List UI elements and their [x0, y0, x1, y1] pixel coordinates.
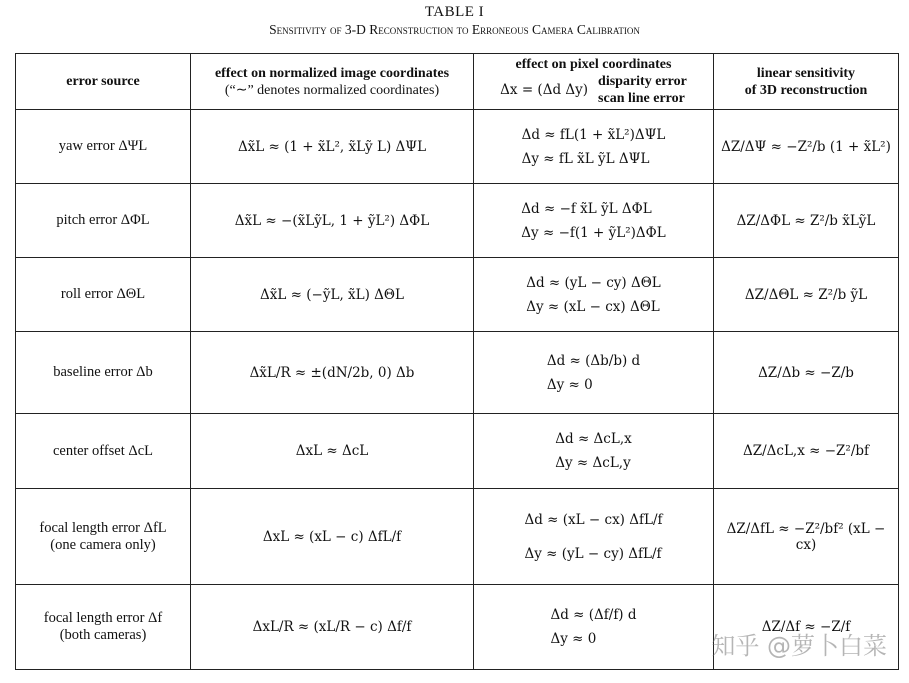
header-scanline-error: scan line error [598, 91, 685, 106]
source-text: baseline error Δb [53, 364, 153, 380]
row-error-source [16, 184, 191, 258]
row-sensitivity: ΔZ/ΔcL,x ≈ −Z²/bf [714, 414, 899, 489]
table-row [16, 110, 899, 184]
row-normalized-effect: ΔxL ≈ (xL − c) ΔfL/f [191, 489, 474, 585]
header-normalized-line2: (“∼” denotes normalized coordinates) [224, 82, 440, 98]
pixel-y: Δy ≈ 0 [546, 376, 593, 393]
row-normalized-effect: Δx̃L ≈ (−ỹL, x̃L) ΔΘL [191, 258, 474, 332]
table-label: TABLE I [424, 4, 485, 20]
header-disparity-error: disparity error [598, 74, 687, 89]
table-row [16, 258, 899, 332]
row-error-source [16, 414, 191, 489]
table-row [16, 332, 899, 414]
header-normalized [191, 54, 474, 110]
row-normalized-effect: Δx̃L ≈ −(x̃LỹL, 1 + ỹL²) ΔΦL [191, 184, 474, 258]
header-sensitivity-line1: linear sensitivity [756, 65, 856, 81]
header-sensitivity-line2: of 3D reconstruction [744, 82, 868, 98]
source-text: center offset ΔcL [52, 442, 154, 459]
pixel-y: Δy ≈ 0 [550, 631, 597, 647]
row-error-source [16, 585, 191, 670]
source-note: (one camera only) [50, 536, 156, 553]
row-pixel-effect [474, 489, 714, 585]
header-normalized-line1: effect on normalized image coordinates [214, 65, 450, 81]
row-error-source [16, 258, 191, 332]
pixel-y: Δy ≈ −f(1 + ỹL²)ΔΦL [521, 224, 666, 241]
row-normalized-effect: ΔxL ≈ ΔcL [191, 414, 474, 489]
table-row [16, 489, 899, 585]
row-pixel-effect [474, 184, 714, 258]
source-note: (both cameras) [59, 627, 147, 643]
header-row [16, 54, 899, 110]
header-pixel [474, 54, 714, 110]
header-sensitivity [714, 54, 899, 110]
row-error-source [16, 332, 191, 414]
pixel-y: Δy ≈ (yL − cy) ΔfL/f [524, 545, 662, 562]
pixel-d: Δd ≈ fL(1 + x̃L²)ΔΨL [521, 126, 666, 143]
header-error-source: error source [16, 54, 191, 110]
row-sensitivity: ΔZ/Δf ≈ −Z/f [714, 585, 899, 670]
row-pixel-effect [474, 585, 714, 670]
row-sensitivity: ΔZ/Δb ≈ −Z/b [714, 332, 899, 414]
table-row [16, 184, 899, 258]
row-pixel-effect [474, 110, 714, 184]
source-text: focal length error Δf [43, 610, 163, 626]
row-pixel-effect [474, 258, 714, 332]
row-sensitivity: ΔZ/ΔfL ≈ −Z²/bf² (xL − cx) [714, 489, 899, 585]
pixel-d: Δd ≈ (Δf/f) d [550, 607, 637, 623]
pixel-y: Δy ≈ ΔcL,y [555, 455, 631, 471]
row-pixel-effect [474, 332, 714, 414]
pixel-d: Δd ≈ (Δb/b) d [546, 352, 641, 369]
row-normalized-effect: Δx̃L ≈ (1 + x̃L², x̃Lỹ L) ΔΨL [191, 110, 474, 184]
row-normalized-effect: Δx̃L/R ≈ ±(dN/2b, 0) Δb [191, 332, 474, 414]
source-text: roll error ΔΘL [60, 286, 146, 302]
header-pixel-line1: effect on pixel coordinates [515, 57, 672, 72]
source-text: yaw error ΔΨL [58, 138, 148, 154]
row-normalized-effect: ΔxL/R ≈ (xL/R − c) Δf/f [191, 585, 474, 670]
row-sensitivity: ΔZ/ΔΦL ≈ Z²/b x̃LỹL [714, 184, 899, 258]
pixel-d: Δd ≈ (yL − cy) ΔΘL [526, 274, 661, 291]
pixel-d: Δd ≈ ΔcL,x [555, 431, 632, 447]
watermark: 知乎 @萝卜白菜 [711, 632, 887, 660]
row-pixel-effect [474, 414, 714, 489]
header-pixel-details [478, 73, 709, 107]
row-sensitivity: ΔZ/ΔΘL ≈ Z²/b ỹL [714, 258, 899, 332]
pixel-d: Δd ≈ −f x̃L ỹL ΔΦL [521, 200, 652, 217]
row-error-source [16, 489, 191, 585]
row-sensitivity: ΔZ/ΔΨ ≈ −Z²/b (1 + x̃L²) [714, 110, 899, 184]
pixel-y: Δy ≈ fL x̃L ỹL ΔΨL [521, 150, 650, 167]
sensitivity-table [15, 53, 899, 670]
header-pixel-labels [598, 73, 687, 107]
pixel-d: Δd ≈ (xL − cx) ΔfL/f [524, 511, 663, 528]
table-row [16, 414, 899, 489]
pixel-y: Δy ≈ (xL − cx) ΔΘL [526, 298, 660, 315]
row-error-source [16, 110, 191, 184]
header-pixel-formula: Δx = (Δd Δy) [500, 81, 589, 98]
source-text: pitch error ΔΦL [56, 212, 150, 228]
source-text: focal length error ΔfL [39, 519, 167, 536]
table-title: Sensitivity of 3-D Reconstruction to Erroneous Camera Calibration [269, 22, 640, 37]
